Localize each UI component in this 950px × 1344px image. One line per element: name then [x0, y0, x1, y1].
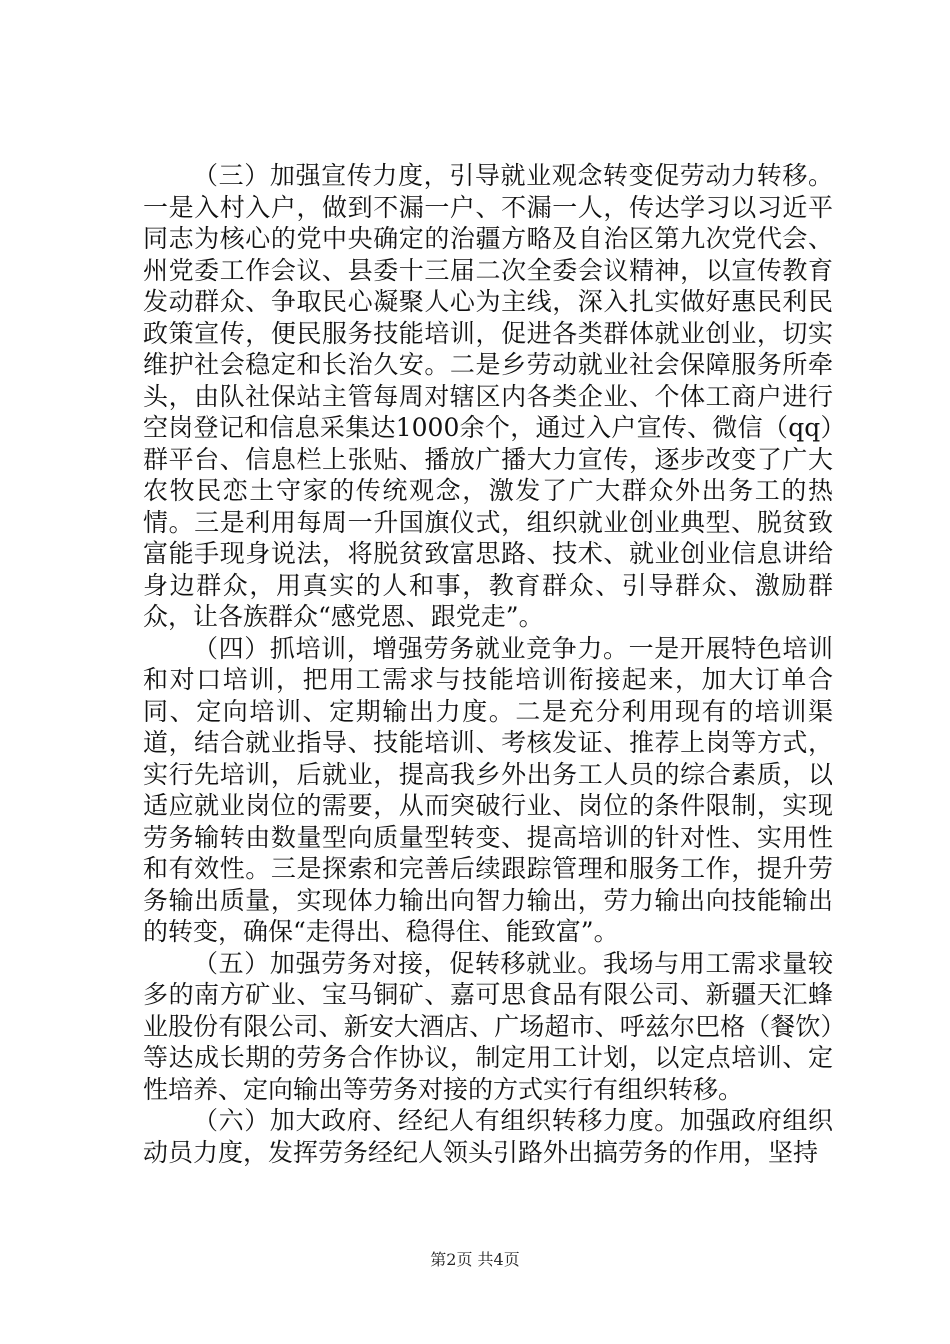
paragraph-training: （四）抓培训，增强劳务就业竞争力。一是开展特色培训和对口培训，把用工需求与技能培训衔接起来，加大订单合同、定向培训、定期输出力度。二是充分利用现有的培训渠道，结合就业指导、技能培训、考核发证、推荐上岗等方式，实行先培训，后就业，提高我乡外出务工人员的综合素质，以适应就业岗位的需要，从而突破行业、岗位的条件限制，实现劳务输转由数量型向质量型转变、提高培训的针对性、实用性和有效性。三是探索和完善后续跟踪管理和服务工作，提升劳务输出质量，实现体力输出向智力输出，劳力输出向技能输出的转变，确保“走得出、稳得住、能致富”。: [143, 633, 833, 946]
page-footer: 第2页 共4页: [430, 1250, 520, 1269]
paragraph-labor-docking: （五）加强劳务对接，促转移就业。我场与用工需求量较多的南方矿业、宝马铜矿、嘉可思食品有限公司、新疆天汇蜂业股份有限公司、新安大酒店、广场超市、呼兹尔巴格（餐饮）等达成长期的劳务合作协议，制定用工计划，以定点培训、定性培养、定向输出等劳务对接的方式实行有组织转移。: [143, 948, 833, 1104]
paragraph-government-transfer: （六）加大政府、经纪人有组织转移力度。加强政府组织动员力度，发挥劳务经纪人领头引路外出搞劳务的作用，坚持: [143, 1106, 833, 1167]
document-body: [143, 160, 833, 1168]
paragraph-propaganda: （三）加强宣传力度，引导就业观念转变促劳动力转移。一是入村入户，做到不漏一户、不漏一人，传达学习以习近平同志为核心的党中央确定的治疆方略及自治区第九次党代会、州党委工作会议、县委十三届二次全委会议精神，以宣传教育发动群众、争取民心凝聚人心为主线，深入扎实做好惠民利民政策宣传，便民服务技能培训，促进各类群体就业创业，切实维护社会稳定和长治久安。二是乡劳动就业社会保障服务所牵头，由队社保站主管每周对辖区内各类企业、个体工商户进行空岗登记和信息采集达1000余个，通过入户宣传、微信（qq）群平台、信息栏上张贴、播放广播大力宣传，逐步改变了广大农牧民恋土守家的传统观念，激发了广大群众外出务工的热情。三是利用每周一升国旗仪式，组织就业创业典型、脱贫致富能手现身说法，将脱贫致富思路、技术、就业创业信息讲给身边群众，用真实的人和事，教育群众、引导群众、激励群众，让各族群众“感党恩、跟党走”。: [143, 161, 833, 631]
